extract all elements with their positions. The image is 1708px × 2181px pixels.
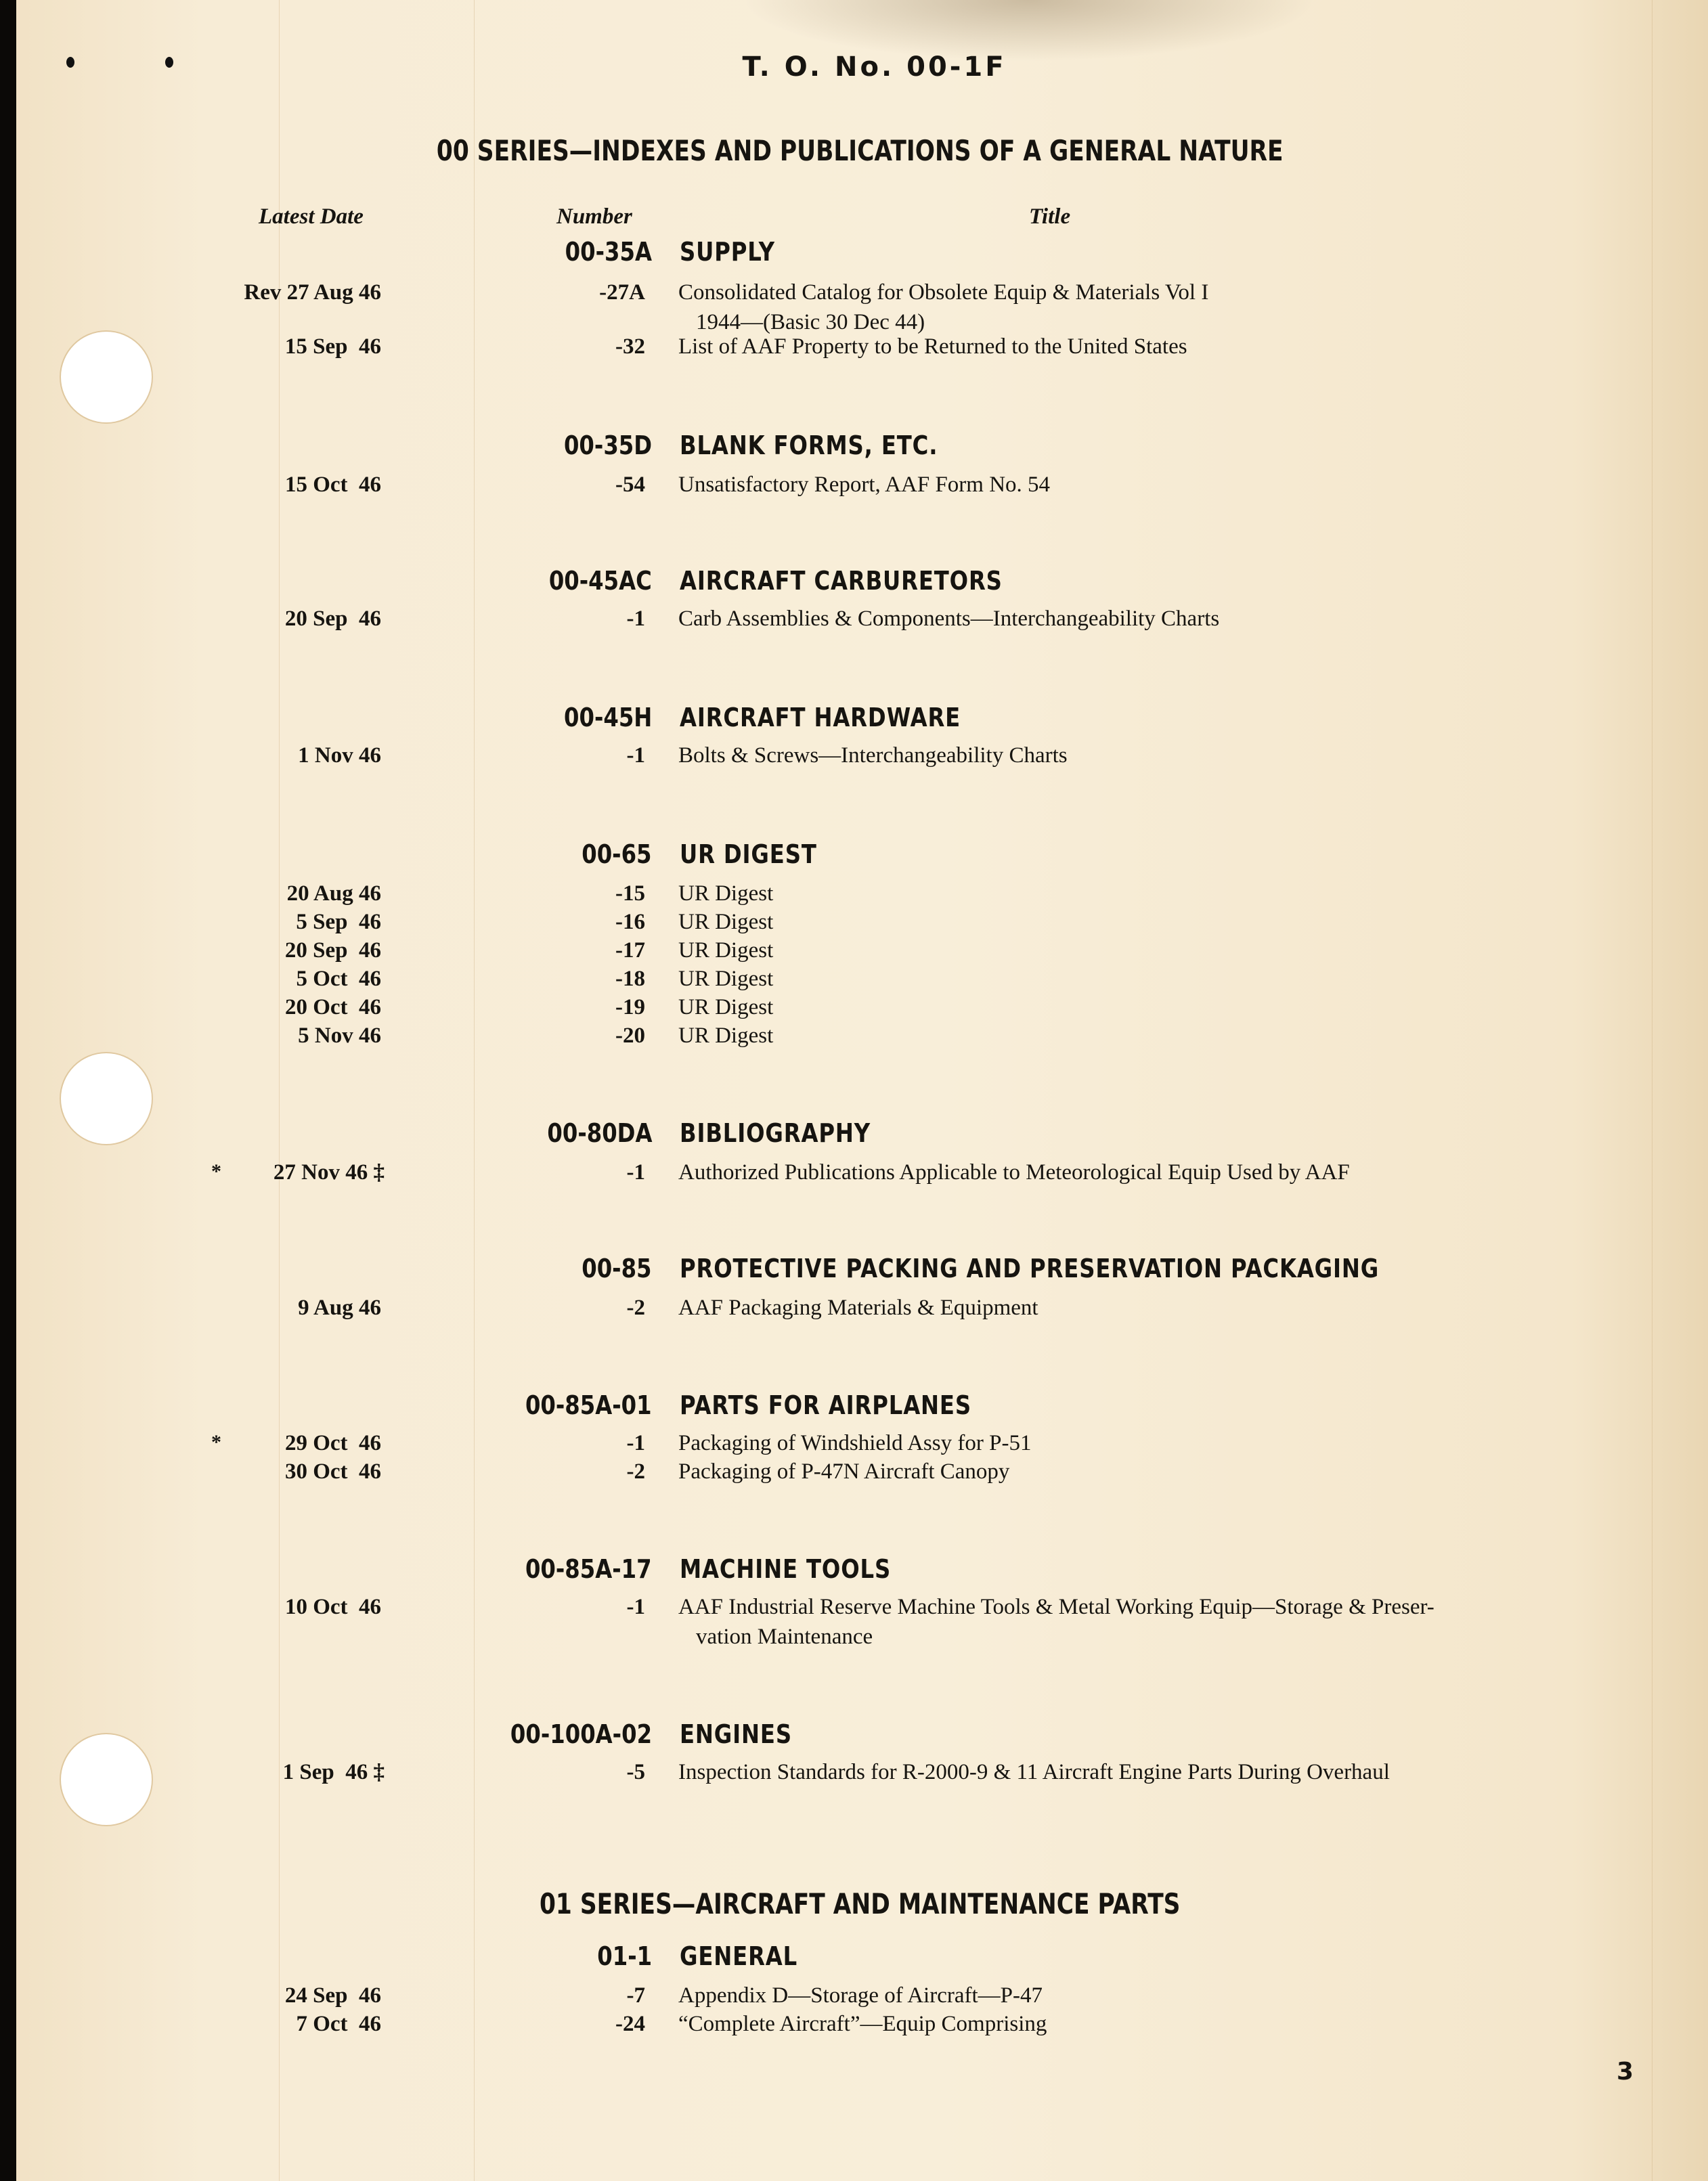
row-date: 20 Sep 46 (284, 938, 381, 963)
group-number: 00-65 (582, 839, 652, 869)
table-row (0, 280, 1708, 334)
row-date: 5 Nov 46 (298, 1023, 381, 1048)
row-date: 30 Oct 46 (284, 1459, 381, 1484)
table-row (0, 1459, 1708, 1489)
row-title: UR Digest (678, 1023, 774, 1048)
row-date: 1 Nov 46 (298, 743, 381, 768)
row-number: -7 (626, 1983, 645, 2008)
table-row (0, 1431, 1708, 1461)
group-title: AIRCRAFT HARDWARE (680, 703, 961, 732)
row-number: -1 (626, 1595, 645, 1619)
row-date-text: 1 Sep 46 (282, 1760, 368, 1784)
group-title: MACHINE TOOLS (680, 1554, 892, 1584)
group-title: UR DIGEST (680, 839, 817, 869)
row-number: -2 (626, 1459, 645, 1484)
row-title: Appendix D—Storage of Aircraft—P-47 (678, 1983, 1043, 2008)
table-row (0, 743, 1708, 773)
group-header (0, 431, 1708, 464)
row-date: 20 Aug 46 (286, 881, 381, 906)
row-date: 20 Sep 46 (284, 607, 381, 631)
table-row (0, 1760, 1708, 1790)
row-date: 24 Sep 46 (284, 1983, 381, 2008)
row-number: -1 (626, 743, 645, 768)
table-row (0, 607, 1708, 636)
row-number: -27A (599, 280, 645, 305)
group-title: BIBLIOGRAPHY (680, 1118, 871, 1148)
group-number: 01-1 (597, 1941, 652, 1971)
ruled-line (279, 0, 280, 2181)
table-row (0, 995, 1708, 1025)
table-row (0, 1296, 1708, 1325)
row-title: Packaging of P-47N Aircraft Canopy (678, 1459, 1010, 1484)
table-row (0, 334, 1708, 364)
column-header-number: Number (556, 204, 632, 229)
group-number: 00-85A-01 (525, 1390, 652, 1420)
row-number: -18 (615, 967, 645, 991)
group-header (0, 237, 1708, 271)
group-header (0, 1118, 1708, 1152)
row-number: -17 (615, 938, 645, 963)
row-number: -54 (615, 472, 645, 497)
row-number: -15 (615, 881, 645, 906)
row-date: 20 Oct 46 (284, 995, 381, 1019)
row-number: -16 (615, 910, 645, 934)
row-date: 29 Oct 46 (284, 1431, 381, 1455)
row-date: 9 Aug 46 (298, 1296, 381, 1320)
row-title: Bolts & Screws—Interchangeability Charts (678, 743, 1068, 768)
row-date (273, 1160, 385, 1185)
group-header (0, 566, 1708, 600)
row-title: AAF Industrial Reserve Machine Tools & Metal Working Equip—Storage & Preser- (678, 1595, 1435, 1619)
row-title: List of AAF Property to be Returned to the United States (678, 334, 1187, 359)
table-row (0, 2012, 1708, 2042)
asterisk-mark: * (211, 1431, 221, 1453)
row-date: Rev 27 Aug 46 (244, 280, 381, 305)
row-title: UR Digest (678, 967, 774, 991)
row-title: “Complete Aircraft”—Equip Comprising (678, 2012, 1047, 2036)
table-row (0, 967, 1708, 996)
double-dagger-mark: ‡ (373, 1160, 385, 1185)
table-row (0, 1595, 1708, 1649)
table-row (0, 910, 1708, 940)
row-date: 10 Oct 46 (284, 1595, 381, 1619)
row-date: 5 Oct 46 (296, 967, 381, 991)
group-number: 00-100A-02 (510, 1719, 652, 1749)
group-title: ENGINES (680, 1719, 792, 1749)
row-number: -1 (626, 1431, 645, 1455)
group-title: PROTECTIVE PACKING AND PRESERVATION PACKAGING (680, 1254, 1380, 1283)
row-date (283, 1760, 385, 1785)
asterisk-mark: * (211, 1160, 221, 1183)
row-title: UR Digest (678, 938, 774, 963)
row-number: -20 (615, 1023, 645, 1048)
table-row (0, 1983, 1708, 2013)
row-title: Packaging of Windshield Assy for P-51 (678, 1431, 1032, 1455)
document-number: T. O. No. 00-1F (742, 51, 1007, 83)
row-number: -1 (626, 607, 645, 631)
row-title: UR Digest (678, 995, 774, 1019)
group-number: 00-35A (565, 237, 652, 267)
row-number: -32 (615, 334, 645, 359)
scan-edge (0, 0, 16, 2181)
row-title: UR Digest (678, 881, 774, 906)
group-title: AIRCRAFT CARBURETORS (680, 566, 1003, 596)
group-header (0, 1554, 1708, 1588)
row-title: Carb Assemblies & Components—Interchangeability Charts (678, 607, 1220, 631)
row-date-text: 27 Nov 46 (273, 1160, 368, 1185)
group-title: SUPPLY (680, 237, 775, 267)
page-number: 3 (1617, 2058, 1634, 2086)
group-title: BLANK FORMS, ETC. (680, 431, 938, 460)
row-number: -1 (626, 1160, 645, 1185)
group-number: 00-85 (582, 1254, 652, 1283)
table-row (0, 881, 1708, 911)
row-number: -5 (626, 1760, 645, 1784)
group-number: 00-35D (563, 431, 652, 460)
group-number: 00-45H (563, 703, 652, 732)
row-title: Consolidated Catalog for Obsolete Equip & Materials Vol I (678, 280, 1209, 305)
group-number: 00-80DA (546, 1118, 652, 1148)
group-header (0, 1719, 1708, 1753)
row-date: 15 Sep 46 (284, 334, 381, 359)
double-dagger-mark: ‡ (373, 1760, 385, 1784)
column-header-title: Title (1029, 204, 1071, 229)
row-number: -2 (626, 1296, 645, 1320)
row-title: UR Digest (678, 910, 774, 934)
ruled-line (474, 0, 475, 2181)
group-header (0, 703, 1708, 736)
row-title-continued: vation Maintenance (696, 1625, 873, 1649)
table-row (0, 938, 1708, 968)
row-title-continued: 1944—(Basic 30 Dec 44) (696, 310, 925, 334)
group-number: 00-85A-17 (525, 1554, 652, 1584)
group-header (0, 1390, 1708, 1424)
group-header (0, 839, 1708, 873)
series-heading-01: 01 SERIES—AIRCRAFT AND MAINTENANCE PARTS (539, 1887, 1181, 1920)
series-heading-00: 00 SERIES—INDEXES AND PUBLICATIONS OF A GENERAL NATURE (436, 134, 1284, 167)
row-title: AAF Packaging Materials & Equipment (678, 1296, 1038, 1320)
table-row (0, 1160, 1708, 1190)
group-title: GENERAL (680, 1941, 798, 1971)
group-number: 00-45AC (548, 566, 652, 596)
row-number: -24 (615, 2012, 645, 2036)
row-title: Unsatisfactory Report, AAF Form No. 54 (678, 472, 1051, 497)
group-header (0, 1254, 1708, 1287)
group-header (0, 1941, 1708, 1975)
row-number: -19 (615, 995, 645, 1019)
group-title: PARTS FOR AIRPLANES (680, 1390, 971, 1420)
row-title: Authorized Publications Applicable to Meteorological Equip Used by AAF (678, 1160, 1350, 1185)
row-date: 7 Oct 46 (296, 2012, 381, 2036)
column-header-date: Latest Date (259, 204, 364, 229)
table-row (0, 472, 1708, 502)
row-date: 15 Oct 46 (284, 472, 381, 497)
row-date: 5 Sep 46 (296, 910, 381, 934)
row-title: Inspection Standards for R-2000-9 & 11 Aircraft Engine Parts During Overhaul (678, 1760, 1390, 1784)
table-row (0, 1023, 1708, 1053)
